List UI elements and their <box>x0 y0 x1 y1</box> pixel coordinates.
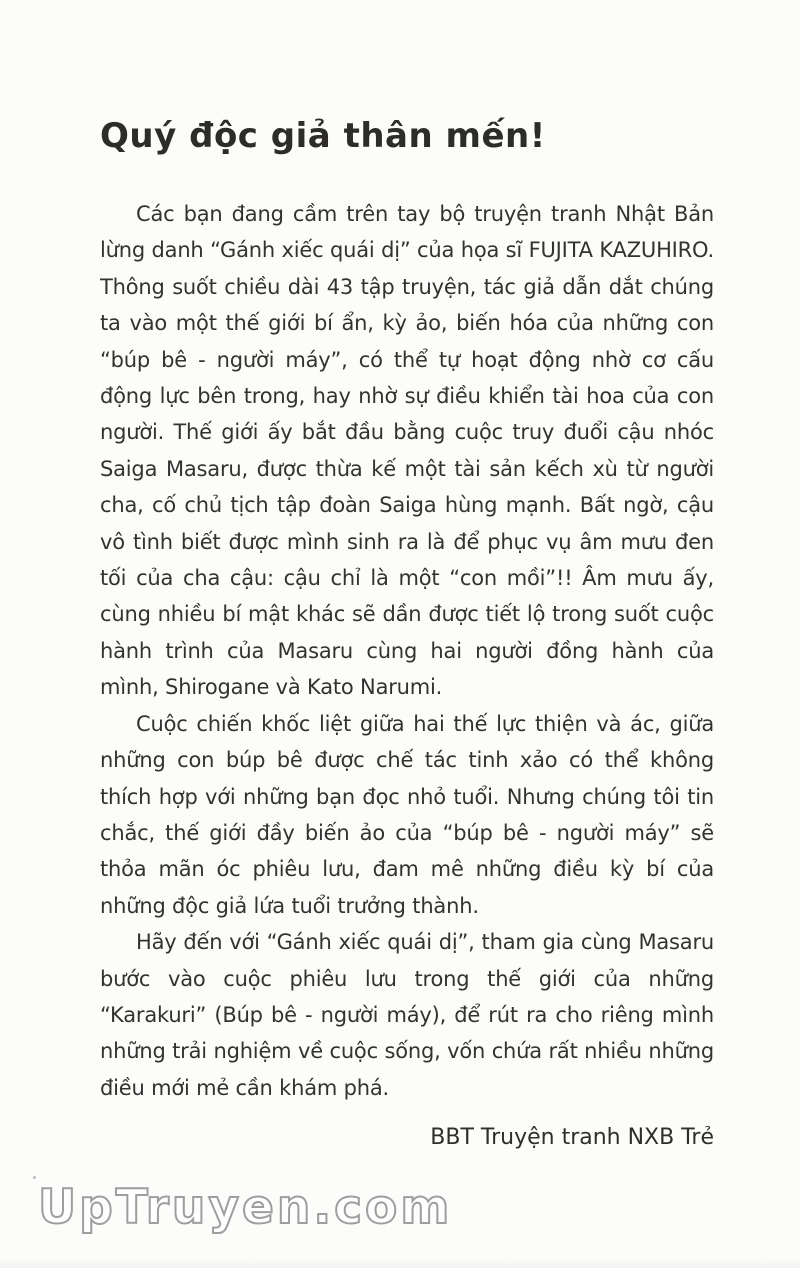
publisher-letter <box>100 116 714 1156</box>
scan-speck <box>33 1176 36 1179</box>
letter-body <box>100 196 714 1106</box>
watermark-uptruyen: UpTruyen.com <box>38 1180 453 1235</box>
signature-editorial-board: BBT Truyện tranh NXB Trẻ <box>430 1125 714 1151</box>
page-title: Quý độc giả thân mến! <box>100 116 546 156</box>
paragraph-intro: Các bạn đang cầm trên tay bộ truyện tranh Nhật Bản lừng danh “Gánh xiếc quái dị” của họa sĩ FUJITA KAZUHIRO. Thông suốt chiều dài 43 tập truyện, tác giả dẫn dắt chúng ta vào một thế giới bí ẩn, kỳ ảo, biến hóa của những con “búp bê - người máy”, có thể tự hoạt động nhờ cơ cấu động lực bên trong, hay nhờ sự điều khiển tài hoa của con người. Thế giới ấy bắt đầu bằng cuộc truy đuổi cậu nhóc Saiga Masaru, được thừa kế một tài sản kếch xù từ người cha, cố chủ tịch tập đoàn Saiga hùng mạnh. Bất ngờ, cậu vô tình biết được mình sinh ra là để phục vụ âm mưu đen tối của cha cậu: cậu chỉ là một “con mồi”!! Âm mưu ấy, cùng nhiều bí mật khác sẽ dần được tiết lộ trong suốt cuộc hành trình của Masaru cùng hai người đồng hành của mình, Shirogane và Kato Narumi. <box>100 202 714 700</box>
paragraph-invitation: Hãy đến với “Gánh xiếc quái dị”, tham gia cùng Masaru bước vào cuộc phiêu lưu trong thế giới của những “Karakuri” (Búp bê - người máy), để rút ra cho riêng mình những trải nghiệm về cuộc sống, vốn chứa rất nhiều những điều mới mẻ cần khám phá. <box>100 930 714 1100</box>
paragraph-audience-note: Cuộc chiến khốc liệt giữa hai thế lực thiện và ác, giữa những con búp bê được chế tác tinh xảo có thể không thích hợp với những bạn đọc nhỏ tuổi. Nhưng chúng tôi tin chắc, thế giới đầy biến ảo của “búp bê - người máy” sẽ thỏa mãn óc phiêu lưu, đam mê những điều kỳ bí của những độc giả lứa tuổi trưởng thành. <box>100 711 714 918</box>
